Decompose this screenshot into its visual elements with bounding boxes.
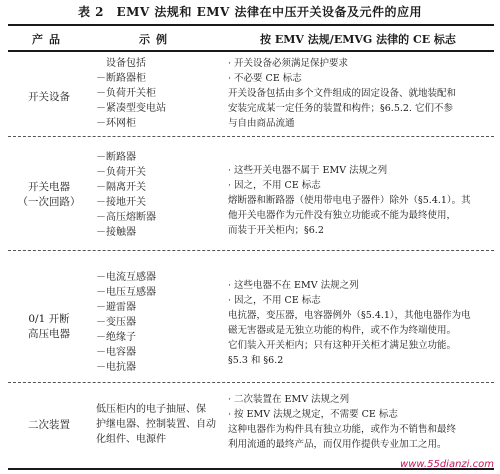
requirements-switchgear (228, 56, 494, 131)
requirement-line: 他开关电器作为元件没有独立功能或不能为最终使用， (228, 210, 457, 221)
requirement-line: · 这些电器不在 EMV 法规之列 (228, 280, 359, 291)
example-item: －环网柜 (96, 118, 136, 129)
header-product: 产品 (32, 33, 66, 46)
example-item: 护继电器、控制装置、自动 (96, 419, 216, 430)
example-item: －接地开关 (96, 197, 146, 208)
requirement-line: 这种电器作为构件具有独立功能，或作为不销售和最终 (228, 424, 457, 435)
requirement-line: · 这些开关电器不属于 EMV 法规之列 (228, 165, 388, 176)
requirement-line: 磁无害器或是无独立功能的构件，或不作为终端使用。 (228, 325, 457, 336)
example-item: －电容器 (96, 347, 136, 358)
example-item: －电流互感器 (96, 272, 156, 283)
requirements-switching-devices (228, 163, 494, 238)
example-item: －断路器 (96, 152, 136, 163)
example-item: －绝缘子 (96, 332, 136, 343)
example-item: －电抗器 (96, 362, 136, 373)
requirement-line: 利用流通的最终产品，而仅用作提供专业加工之用。 (228, 439, 447, 450)
requirement-line: 安装完成某一定任务的装置和构件；§6.5.2. 它们不参 (228, 103, 453, 114)
example-item: 化组件、电源件 (96, 434, 166, 445)
category-secondary: 二次装置 (28, 419, 70, 431)
requirement-line: · 开关设备必须满足保护要求 (228, 58, 349, 69)
category-hv-devices: 0/1 开断 高压电器 (28, 313, 70, 340)
header-example: 示例 (139, 33, 173, 46)
requirement-line: 熔断器和断路器（使用带电电子器件）除外（§5.4.1）。其 (228, 195, 471, 206)
row-divider (8, 136, 494, 137)
example-item: －负荷开关柜 (96, 88, 156, 99)
example-item: 低压柜内的电子抽屉、保 (96, 404, 206, 415)
example-item: －接触器 (96, 227, 136, 238)
examples-switchgear (96, 56, 222, 131)
watermark-text: www.55dianzi.com (400, 459, 494, 470)
example-item: 设备包括 (106, 58, 146, 69)
examples-hv-devices (96, 270, 222, 375)
requirement-line: · 因之，不用 CE 标志 (228, 180, 321, 191)
example-item: －高压熔断器 (96, 212, 156, 223)
row-divider (8, 250, 494, 251)
requirement-line: §5.3 和 §6.2 (228, 355, 284, 366)
requirement-line: 电抗器，变压器，电容器例外（§5.4.1），其他电器作为电 (228, 310, 471, 321)
category-switchgear: 开关设备 (28, 91, 70, 103)
example-item: －电压互感器 (96, 287, 156, 298)
requirement-line: · 不必要 CE 标志 (228, 73, 302, 84)
example-item: －紧凑型变电站 (96, 103, 166, 114)
requirement-line: 与自由商品流通 (228, 118, 295, 129)
requirements-hv-devices (228, 278, 494, 368)
examples-secondary (96, 402, 222, 447)
example-item: －隔离开关 (96, 182, 146, 193)
example-item: －负荷开关 (96, 167, 146, 178)
requirement-line: 而装于开关柜内；§6.2 (228, 225, 324, 236)
requirement-line: 它们装入开关柜内；只有这种开关柜才满足独立功能。 (228, 340, 457, 351)
table-top-rule (8, 24, 494, 26)
example-item: －断路器柜 (96, 73, 146, 84)
header-bottom-rule (8, 50, 494, 52)
example-item: －变压器 (96, 317, 136, 328)
examples-switching-devices (96, 150, 222, 240)
requirement-line: 开关设备包括由多个文件组成的固定设备、就地装配和 (228, 88, 457, 99)
header-requirement: 按 EMV 法规/EMVG 法律的 CE 标志 (260, 33, 456, 46)
table-title: 表 2 EMV 法规和 EMV 法律在中压开关设备及元件的应用 (77, 5, 423, 19)
requirement-line: · 因之，不用 CE 标志 (228, 295, 321, 306)
requirement-line: · 按 EMV 法规之规定，不需要 CE 标志 (228, 409, 398, 420)
requirement-line: · 二次装置在 EMV 法规之列 (228, 394, 350, 405)
row-divider (8, 382, 494, 383)
category-switching-devices: 开关电器 （一次回路） (17, 181, 81, 208)
requirements-secondary (228, 392, 494, 452)
example-item: －避雷器 (96, 302, 136, 313)
